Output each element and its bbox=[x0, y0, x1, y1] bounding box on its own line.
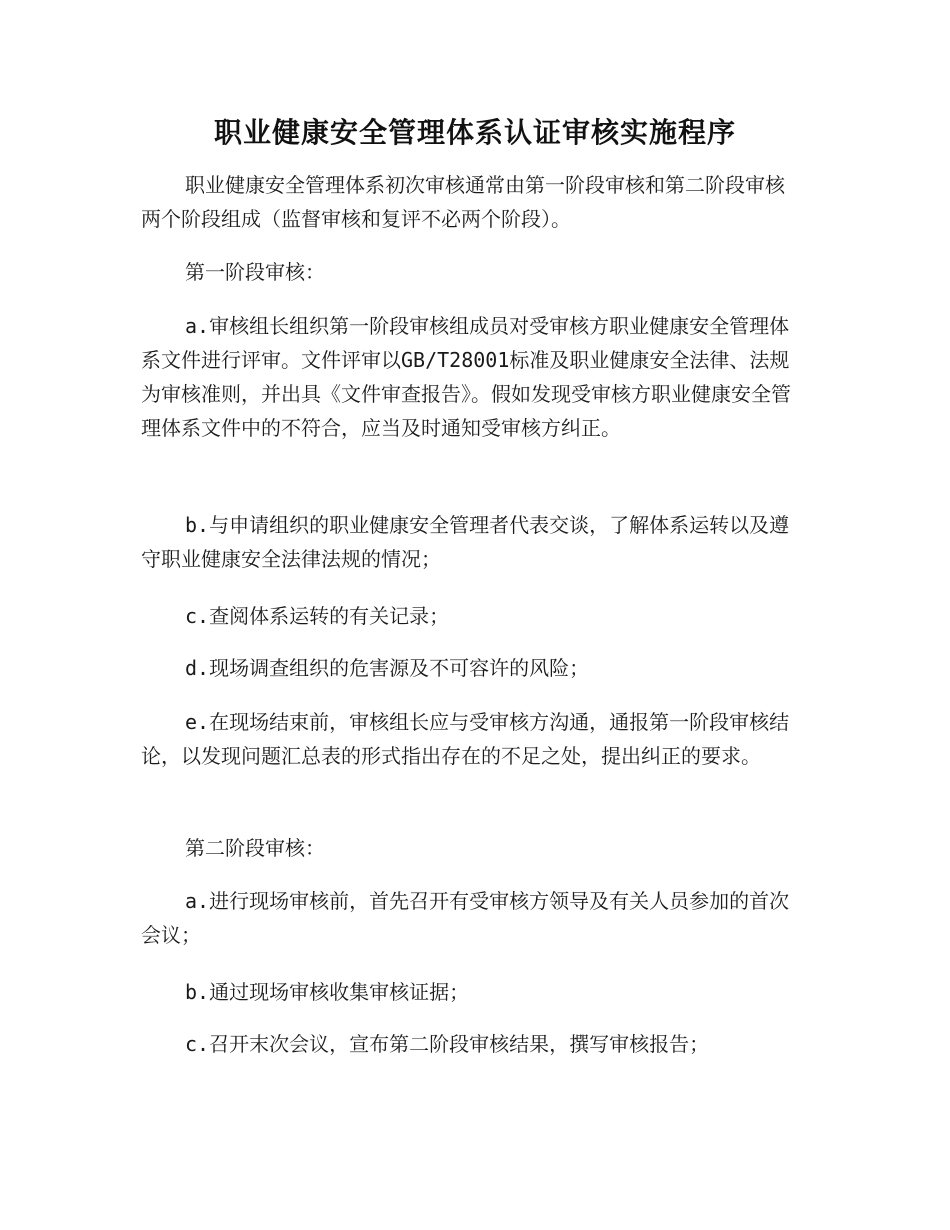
paragraph-stage2-b: b.通过现场审核收集审核证据； bbox=[185, 980, 470, 1004]
document-title: 职业健康安全管理体系认证审核实施程序 bbox=[213, 116, 736, 149]
paragraph-stage2-c: c.召开末次会议，宣布第二阶段审核结果，撰写审核报告； bbox=[185, 1032, 710, 1056]
paragraph-stage1-d: d.现场调查组织的危害源及不可容许的风险； bbox=[185, 656, 590, 680]
paragraph-stage2-heading: 第二阶段审核： bbox=[185, 836, 325, 860]
paragraph-stage1-a: a.审核组长组织第一阶段审核组成员对受审核方职业健康安全管理体系文件进行评审。文件评审以GB/T28001标准及职业健康安全法律、法规为审核准则，并出具《文件审查报告》。假如发现受审核方职业健康安全管理体系文件中的不符合，应当及时通知受审核方纠正。 bbox=[141, 314, 791, 440]
paragraph-stage2-a: a.进行现场审核前，首先召开有受审核方领导及有关人员参加的首次会议； bbox=[141, 889, 790, 947]
paragraph-stage1-e: e.在现场结束前，审核组长应与受审核方沟通，通报第一阶段审核结论，以发现问题汇总表的形式指出存在的不足之处，提出纠正的要求。 bbox=[141, 710, 790, 768]
paragraph-intro: 职业健康安全管理体系初次审核通常由第一阶段审核和第二阶段审核两个阶段组成（监督审核和复评不必两个阶段）。 bbox=[141, 173, 785, 231]
paragraph-stage1-b: b.与申请组织的职业健康安全管理者代表交谈，了解体系运转以及遵守职业健康安全法律法规的情况； bbox=[141, 513, 790, 571]
paragraph-stage1-heading: 第一阶段审核： bbox=[185, 260, 325, 284]
paragraph-stage1-c: c.查阅体系运转的有关记录； bbox=[185, 604, 450, 628]
